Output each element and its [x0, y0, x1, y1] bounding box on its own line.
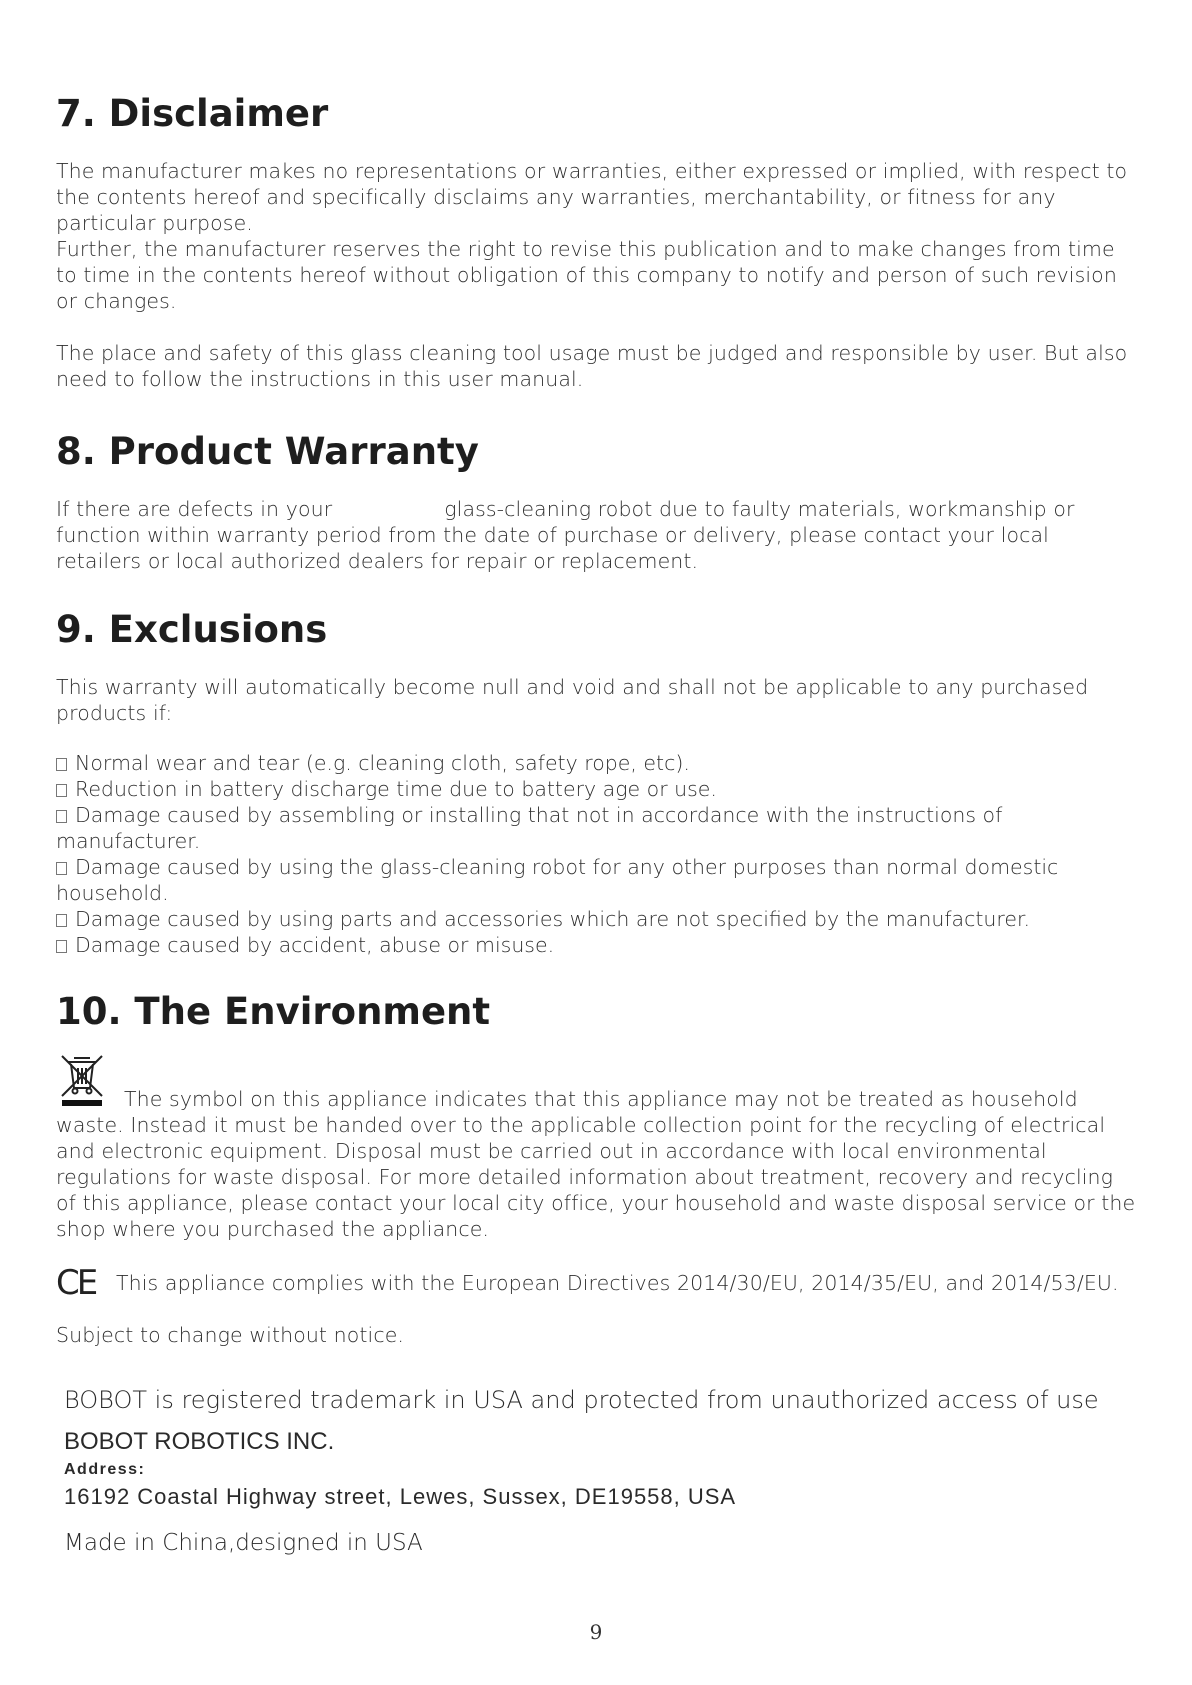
ce-mark-icon: CE: [56, 1263, 96, 1303]
empty-checkbox-icon: [56, 810, 67, 823]
made-in-note: Made in China,designed in USA: [64, 1530, 423, 1556]
list-item: Damage caused by assembling or installing that not in accordance with the instructions of manufacturer.: [56, 803, 1003, 853]
exclusions-intro: This warranty will automatically become null and void and shall not be applicable to any purchased products if:: [56, 675, 1089, 725]
list-item: Damage caused by using the glass-cleaning robot for any other purposes than normal domestic household.: [56, 855, 1059, 905]
page-number: 9: [589, 1620, 603, 1644]
address: 16192 Coastal Highway street, Lewes, Sussex, DE19558, USA: [64, 1484, 737, 1509]
heading-environment: 10. The Environment: [56, 990, 491, 1033]
company-name: BOBOT ROBOTICS INC.: [64, 1428, 335, 1455]
list-item: Damage caused by accident, abuse or misuse.: [56, 932, 1136, 958]
empty-checkbox-icon: [56, 914, 67, 927]
heading-exclusions: 9. Exclusions: [56, 608, 328, 651]
weee-paragraph: The symbol on this appliance indicates that this appliance may not be treated as household waste. Instead it must be handed over to the applicable collection point for the recycling of electrical and electronic equipment. Disposal must be carried out in accordance with local environmental regulations for waste disposal. For more detailed information about treatment, recovery and recycling of this appliance, please contact your local city office, your household and waste disposal service or the shop where you purchased the appliance.: [56, 1087, 1136, 1241]
empty-checkbox-icon: [56, 784, 67, 797]
ce-compliance-text: This appliance complies with the European Directives 2014/30/EU, 2014/35/EU, and 2014/53/EU.: [116, 1271, 1119, 1295]
empty-checkbox-icon: [56, 940, 67, 953]
exclusions-list: [56, 750, 1136, 958]
heading-product-warranty: 8. Product Warranty: [56, 430, 479, 473]
empty-checkbox-icon: [56, 758, 67, 771]
heading-disclaimer: 7. Disclaimer: [56, 92, 329, 135]
warranty-text-end: glass-cleaning robot due to faulty materials, workmanship or function within warranty period from the date of purchase or delivery, please contact your local retailers or local authorized dealers for repair or replacement.: [56, 497, 1075, 573]
trademark-notice: BOBOT is registered trademark in USA and protected from unauthorized access of use: [64, 1386, 1099, 1414]
disclaimer-paragraph-3: The place and safety of this glass cleaning tool usage must be judged and responsible by user. But also need to follow the instructions in this user manual.: [56, 341, 1128, 391]
warranty-text-start: If there are defects in your: [56, 497, 333, 521]
warranty-paragraph: [56, 496, 1136, 574]
list-item: Reduction in battery discharge time due to battery age or use.: [56, 776, 1136, 802]
disclaimer-paragraph-1: The manufacturer makes no representations or warranties, either expressed or implied, with respect to the contents hereof and specifically disclaims any warranties, merchantability, or fitness for any particular purpose.: [56, 159, 1128, 235]
empty-checkbox-icon: [56, 862, 67, 875]
change-notice: Subject to change without notice.: [56, 1323, 405, 1347]
address-label: Address:: [64, 1461, 146, 1478]
list-item: Damage caused by using parts and accessories which are not specified by the manufacturer.: [56, 906, 1136, 932]
list-item: Normal wear and tear (e.g. cleaning cloth, safety rope, etc).: [56, 750, 1136, 776]
disclaimer-paragraph-2: Further, the manufacturer reserves the right to revise this publication and to make changes from time to time in the contents hereof without obligation of this company to notify and person of such revision or changes.: [56, 237, 1117, 313]
